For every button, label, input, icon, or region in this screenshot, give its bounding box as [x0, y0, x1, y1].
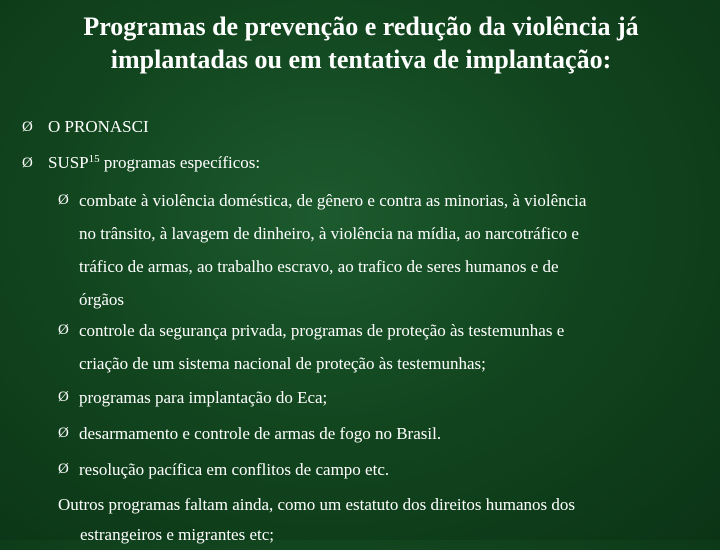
susp-description: programas específicos:: [99, 153, 261, 172]
closing-line: estrangeiros e migrantes etc;: [80, 525, 275, 544]
sub-item-line: combate à violência doméstica, de gênero e contra as minorias, à violência: [79, 191, 587, 210]
sub-item-line: no trânsito, à lavagem de dinheiro, à violência na mídia, ao narcotráfico e: [79, 224, 579, 243]
arrow-bullet-icon: Ø: [58, 389, 69, 405]
arrow-bullet-icon: Ø: [22, 155, 33, 171]
sub-item-text: [79, 184, 689, 316]
slide-title-line-1: Programas de prevenção e redução da violência já: [83, 12, 639, 41]
bullet-item-susp-text: [48, 148, 260, 178]
bullet-item-pronasci-text: O PRONASCI: [48, 117, 149, 136]
footnote-marker: 15: [88, 153, 100, 165]
sub-item-text: [79, 453, 689, 486]
susp-acronym: SUSP: [48, 153, 89, 172]
closing-paragraph: [58, 490, 698, 550]
closing-line: Outros programas faltam ainda, como um estatuto dos direitos humanos dos: [58, 495, 575, 514]
sub-item-line: resolução pacífica em conflitos de campo etc.: [79, 460, 390, 479]
sub-item-line: programas para implantação do Eca;: [79, 388, 328, 407]
sub-item-text: [79, 314, 689, 380]
sub-item-line: tráfico de armas, ao trabalho escravo, ao trafico de seres humanos e de: [79, 257, 559, 276]
arrow-bullet-icon: Ø: [58, 322, 69, 338]
sub-item-line: criação de um sistema nacional de proteção às testemunhas;: [79, 354, 486, 373]
arrow-bullet-icon: Ø: [58, 425, 69, 441]
sub-item-line: desarmamento e controle de armas de fogo no Brasil.: [79, 424, 442, 443]
sub-item-line: controle da segurança privada, programas de proteção às testemunhas e: [79, 321, 565, 340]
sub-item-text: [79, 417, 689, 450]
sub-item-line: órgãos: [79, 290, 125, 309]
slide-title-line-2: implantadas ou em tentativa de implantação:: [110, 45, 612, 74]
arrow-bullet-icon: Ø: [58, 192, 69, 208]
arrow-bullet-icon: Ø: [22, 119, 33, 135]
slide-title: [6, 10, 716, 76]
arrow-bullet-icon: Ø: [58, 461, 69, 477]
sub-item-text: [79, 381, 689, 414]
